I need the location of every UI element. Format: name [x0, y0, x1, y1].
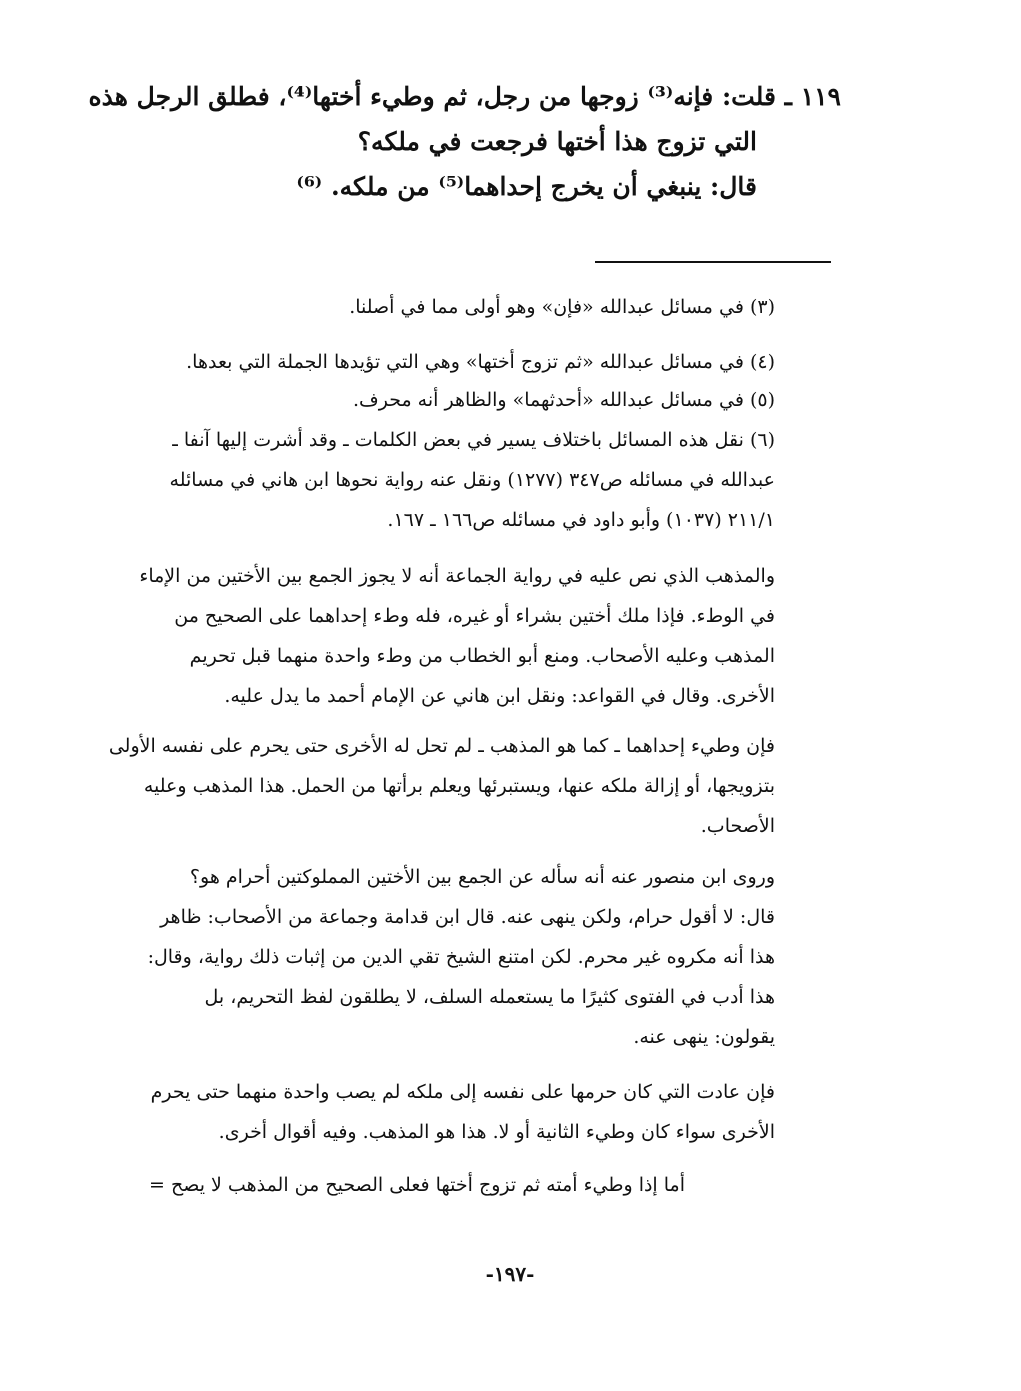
paragraph-3-line-4: هذا أدب في الفتوى كثيرًا ما يستعمله السلف، لا يطلقون لفظ التحريم، بل — [204, 986, 775, 1008]
question-line-2: التي تزوج هذا أختها فرجعت في ملكه؟ — [357, 127, 757, 156]
paragraph-3-line-5: يقولون: ينهى عنه. — [633, 1026, 775, 1048]
paragraph-1-line-3: المذهب وعليه الأصحاب. ومنع أبو الخطاب من وطء واحدة منهما قبل تحريم — [189, 645, 775, 667]
footnote-6-line-2: عبدالله في مسائله ص٣٤٧ (١٢٧٧) ونقل عنه رواية نحوها ابن هاني في مسائله — [169, 469, 775, 491]
paragraph-1-line-1: والمذهب الذي نص عليه في رواية الجماعة أنه لا يجوز الجمع بين الأختين من الإماء — [139, 565, 775, 587]
paragraph-4-line-1: فإن عادت التي كان حرمها على نفسه إلى ملكه لم يصب واحدة منهما حتى يحرم — [150, 1081, 775, 1103]
paragraph-3-line-2: قال: لا أقول حرام، ولكن ينهى عنه. قال ابن قدامة وجماعة من الأصحاب: ظاهر — [160, 906, 775, 928]
paragraph-5-line-1: أما إذا وطيء أمته ثم تزوج أختها فعلى الصحيح من المذهب لا يصح = — [149, 1174, 685, 1196]
footnote-4: (٤) في مسائل عبدالله «ثم تزوج أختها» وهي التي تؤيدها الجملة التي بعدها. — [186, 351, 775, 373]
footnote-6-line-3: ٢١١/١ (١٠٣٧) وأبو داود في مسائله ص١٦٦ ـ ١٦٧. — [387, 509, 775, 531]
footnote-6-line-1: (٦) نقل هذه المسائل باختلاف يسير في بعض الكلمات ـ وقد أشرت إليها آنفا ـ — [172, 429, 775, 451]
paragraph-4-line-2: الأخرى سواء كان وطيء الثانية أو لا. هذا هو المذهب. وفيه أقوال أخرى. — [218, 1121, 775, 1143]
footnote-separator — [595, 261, 831, 263]
paragraph-2-line-2: بتزويجها، أو إزالة ملكه عنها، ويستبرئها ويعلم برأتها من الحمل. هذا المذهب وعليه — [143, 775, 775, 797]
footnote-5: (٥) في مسائل عبدالله «أحدثهما» والظاهر أنه محرف. — [352, 389, 775, 411]
footnote-3: (٣) في مسائل عبدالله «فإن» وهو أولى مما في أصلنا. — [349, 296, 775, 318]
paragraph-2-line-1: فإن وطيء إحداهما ـ كما هو المذهب ـ لم تحل له الأخرى حتى يحرم على نفسه الأولى — [108, 735, 775, 757]
paragraph-1-line-2: في الوطء. فإذا ملك أختين بشراء أو غيره، فله وطء إحداهما على الصحيح من — [174, 605, 775, 627]
paragraph-3-line-3: هذا أنه مكروه غير محرم. لكن امتنع الشيخ تقي الدين من إثبات ذلك رواية، وقال: — [147, 946, 775, 968]
paragraph-1-line-4: الأخرى. وقال في القواعد: ونقل ابن هاني عن الإمام أحمد ما يدل عليه. — [224, 685, 775, 707]
paragraph-3-line-1: وروى ابن منصور عنه أنه سأله عن الجمع بين الأختين المملوكتين أحرام هو؟ — [189, 866, 775, 888]
question-line-3: قال: ينبغي أن يخرج إحداهما⁽⁵⁾ من ملكه. ⁽⁶⁾ — [296, 172, 757, 201]
page-number: -١٩٧- — [485, 1262, 535, 1286]
question-line-1: ١١٩ ـ قلت: فإنه⁽³⁾ زوجها من رجل، ثم وطيء أختها⁽⁴⁾، فطلق الرجل هذه — [88, 82, 841, 111]
paragraph-2-line-3: الأصحاب. — [700, 815, 775, 837]
